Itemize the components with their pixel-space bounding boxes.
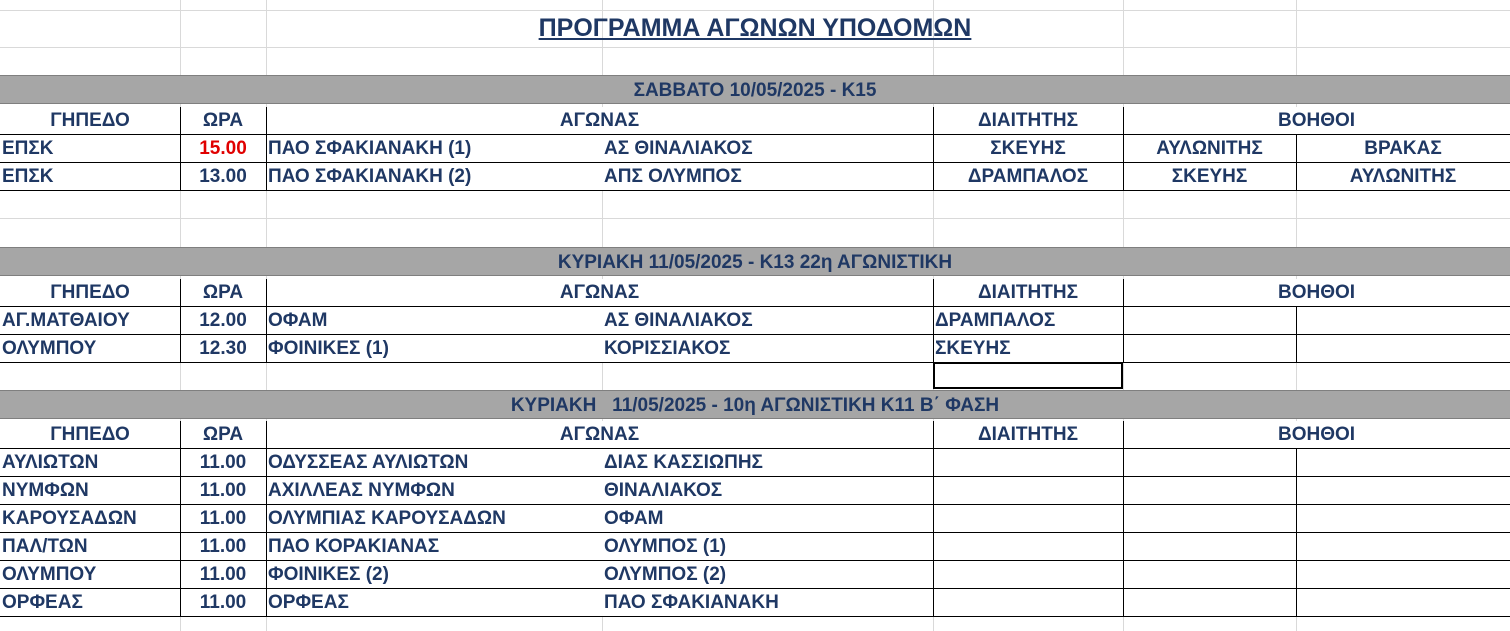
table-row (0, 505, 1510, 533)
section-heading (0, 75, 1510, 104)
cell-time[interactable]: 11.00 (199, 564, 247, 585)
cell-home[interactable]: ΟΔΥΣΣΕΑΣ ΑΥΛΙΩΤΩΝ (268, 452, 469, 473)
cell-ground[interactable]: ΕΠΣΚ (2, 138, 54, 159)
cell-referee[interactable]: ΣΚΕΥΗΣ (935, 338, 1011, 359)
cell-home[interactable]: ΑΧΙΛΛΕΑΣ ΝΥΜΦΩΝ (268, 480, 455, 501)
cell-assistant2[interactable] (1296, 589, 1510, 616)
cell-away[interactable]: ΚΟΡΙΣΣΙΑΚΟΣ (604, 338, 731, 359)
header-assistants[interactable]: ΒΟΗΘΟΙ (1277, 110, 1356, 131)
cell-ground[interactable]: ΝΥΜΦΩΝ (2, 480, 89, 501)
cell-assistant1[interactable]: ΑΥΛΩΝΙΤΗΣ (1156, 138, 1263, 159)
cell-assistant1[interactable] (1123, 561, 1296, 588)
cell-away[interactable]: ΑΣ ΘΙΝΑΛΙΑΚΟΣ (604, 310, 753, 331)
cell-ground[interactable]: ΠΑΛ/ΤΩΝ (2, 536, 88, 557)
header-ground[interactable]: ΓΗΠΕΔΟ (50, 282, 130, 303)
section-heading (0, 247, 1510, 276)
cell-away[interactable]: ΔΙΑΣ ΚΑΣΣΙΩΠΗΣ (604, 452, 763, 473)
header-time[interactable]: ΩΡΑ (202, 424, 244, 445)
cell-away[interactable]: ΟΛΥΜΠΟΣ (1) (604, 536, 727, 557)
header-referee[interactable]: ΔΙΑΙΤΗΤΗΣ (978, 424, 1078, 445)
cell-referee[interactable] (933, 477, 1123, 504)
column-header-row (0, 107, 1510, 135)
column-header-row (0, 421, 1510, 449)
gridline (0, 10, 1510, 11)
cell-home[interactable]: ΠΑΟ ΣΦΑΚΙΑΝΑΚΗ (1) (268, 138, 472, 159)
cell-time[interactable]: 12.30 (199, 338, 247, 359)
gridline (0, 47, 1510, 48)
cell-referee[interactable]: ΔΡΑΜΠΑΛΟΣ (935, 310, 1056, 331)
header-match[interactable]: ΑΓΩΝΑΣ (559, 424, 640, 445)
cell-home[interactable]: ΦΟΙΝΙΚΕΣ (1) (268, 338, 389, 359)
cell-home[interactable]: ΦΟΙΝΙΚΕΣ (2) (268, 564, 389, 585)
cell-home[interactable]: ΟΛΥΜΠΙΑΣ ΚΑΡΟΥΣΑΔΩΝ (268, 508, 506, 529)
header-assistants[interactable]: ΒΟΗΘΟΙ (1277, 424, 1356, 445)
table-row (0, 533, 1510, 561)
cell-referee[interactable] (933, 561, 1123, 588)
cell-ground[interactable]: ΑΓ.ΜΑΤΘΑΙΟΥ (2, 310, 130, 331)
section-heading-text: ΣΑΒΒΑΤΟ 10/05/2025 - Κ15 (633, 80, 877, 101)
cell-assistant2[interactable] (1296, 449, 1510, 476)
cell-assistant2[interactable] (1296, 505, 1510, 532)
header-match[interactable]: ΑΓΩΝΑΣ (559, 110, 640, 131)
cell-ground[interactable]: ΕΠΣΚ (2, 166, 54, 187)
cell-assistant1[interactable] (1123, 335, 1296, 362)
header-referee[interactable]: ΔΙΑΙΤΗΤΗΣ (978, 282, 1078, 303)
cell-referee[interactable] (933, 449, 1123, 476)
cell-away[interactable]: ΘΙΝΑΛΙΑΚΟΣ (604, 480, 723, 501)
cell-assistant1[interactable] (1123, 533, 1296, 560)
section-heading (0, 390, 1510, 419)
cell-assistant1[interactable] (1123, 505, 1296, 532)
cell-time[interactable]: 15.00 (199, 138, 247, 159)
table-row (0, 589, 1510, 617)
cell-assistant2[interactable]: ΑΥΛΩΝΙΤΗΣ (1349, 166, 1457, 187)
column-header-row (0, 279, 1510, 307)
cell-assistant2[interactable] (1296, 561, 1510, 588)
cell-time[interactable]: 12.00 (199, 310, 247, 331)
cell-away[interactable]: ΑΠΣ ΟΛΥΜΠΟΣ (604, 166, 742, 187)
cell-time[interactable]: 11.00 (199, 480, 247, 501)
table-row (0, 561, 1510, 589)
cell-time[interactable]: 13.00 (199, 166, 247, 187)
cell-referee[interactable] (933, 505, 1123, 532)
table-row (0, 335, 1510, 363)
section-heading-text: ΚΥΡΙΑΚΗ 11/05/2025 - 10η ΑΓΩΝΙΣΤΙΚΗ Κ11 Β΄ ΦΑΣΗ (510, 395, 1000, 416)
table-row (0, 135, 1510, 163)
header-assistants[interactable]: ΒΟΗΘΟΙ (1277, 282, 1356, 303)
cell-assistant2[interactable] (1296, 335, 1510, 362)
cell-away[interactable]: ΠΑΟ ΣΦΑΚΙΑΝΑΚΗ (604, 592, 779, 613)
cell-ground[interactable]: ΚΑΡΟΥΣΑΔΩΝ (2, 508, 137, 529)
section-heading-text: ΚΥΡΙΑΚΗ 11/05/2025 - Κ13 22η ΑΓΩΝΙΣΤΙΚΗ (557, 252, 953, 273)
cell-assistant1[interactable] (1123, 589, 1296, 616)
page-title (180, 14, 1330, 43)
cell-home[interactable]: ΟΡΦΕΑΣ (268, 592, 349, 613)
cell-referee[interactable] (933, 533, 1123, 560)
table-row (0, 307, 1510, 335)
cell-time[interactable]: 11.00 (199, 536, 247, 557)
cell-assistant1[interactable]: ΣΚΕΥΗΣ (1171, 166, 1248, 187)
header-match[interactable]: ΑΓΩΝΑΣ (559, 282, 640, 303)
table-row (0, 477, 1510, 505)
cell-assistant1[interactable] (1123, 307, 1296, 334)
cell-assistant1[interactable] (1123, 477, 1296, 504)
header-referee[interactable]: ΔΙΑΙΤΗΤΗΣ (978, 110, 1078, 131)
table-row (0, 163, 1510, 191)
selected-cell[interactable] (933, 362, 1123, 389)
cell-referee[interactable]: ΣΚΕΥΗΣ (990, 138, 1066, 159)
header-ground[interactable]: ΓΗΠΕΔΟ (50, 110, 130, 131)
cell-referee[interactable] (933, 589, 1123, 616)
cell-home[interactable]: ΠΑΟ ΣΦΑΚΙΑΝΑΚΗ (2) (268, 166, 472, 187)
header-ground[interactable]: ΓΗΠΕΔΟ (50, 424, 130, 445)
cell-assistant2[interactable] (1296, 307, 1510, 334)
cell-assistant2[interactable] (1296, 477, 1510, 504)
page-title-text: ΠΡΟΓΡΑΜΜΑ ΑΓΩΝΩΝ ΥΠΟΔΟΜΩΝ (538, 14, 972, 42)
cell-away[interactable]: ΟΛΥΜΠΟΣ (2) (604, 564, 727, 585)
cell-assistant1[interactable] (1123, 449, 1296, 476)
cell-assistant2[interactable] (1296, 533, 1510, 560)
cell-assistant2[interactable]: ΒΡΑΚΑΣ (1364, 138, 1442, 159)
cell-time[interactable]: 11.00 (199, 508, 247, 529)
cell-ground[interactable]: ΑΥΛΙΩΤΩΝ (2, 452, 99, 473)
cell-time[interactable]: 11.00 (199, 452, 247, 473)
cell-home[interactable]: ΠΑΟ ΚΟΡΑΚΙΑΝΑΣ (268, 536, 440, 557)
cell-referee[interactable]: ΔΡΑΜΠΑΛΟΣ (967, 166, 1089, 187)
gridline (0, 218, 1510, 219)
cell-ground[interactable]: ΟΛΥΜΠΟΥ (2, 338, 97, 359)
cell-time[interactable]: 11.00 (199, 592, 247, 613)
header-time[interactable]: ΩΡΑ (202, 282, 244, 303)
cell-ground[interactable]: ΟΛΥΜΠΟΥ (2, 564, 97, 585)
table-row (0, 449, 1510, 477)
cell-away[interactable]: ΟΦΑΜ (604, 508, 664, 529)
header-time[interactable]: ΩΡΑ (202, 110, 244, 131)
cell-home[interactable]: ΟΦΑΜ (268, 310, 328, 331)
cell-away[interactable]: ΑΣ ΘΙΝΑΛΙΑΚΟΣ (604, 138, 753, 159)
cell-ground[interactable]: ΟΡΦΕΑΣ (2, 592, 83, 613)
